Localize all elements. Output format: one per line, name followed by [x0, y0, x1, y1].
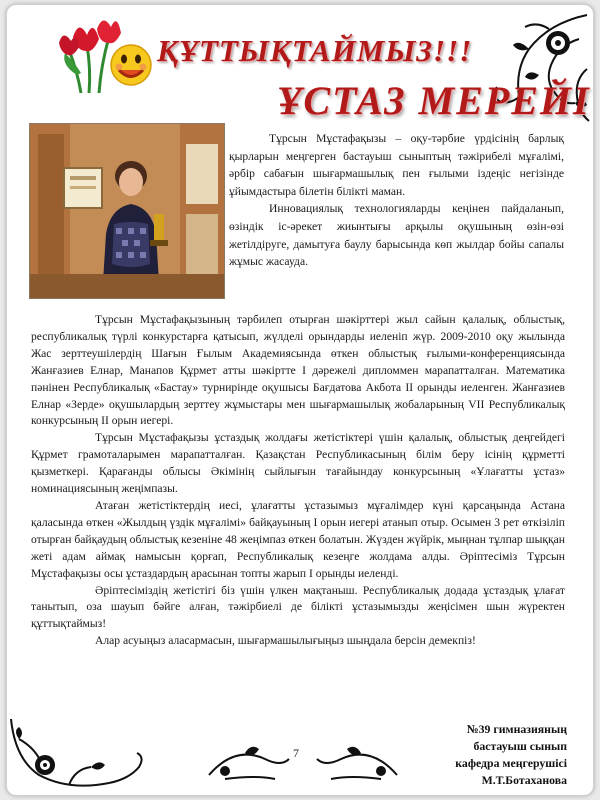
body-paragraph: Атаған жетістіктердің иесі, ұлағатты ұстазымыз мұғалімдер күні қарсаңында Астана қаласында өткен «Жылдың үздік мұғалімі» байқауының І орын иегері атанып отыр. Осымен 3 рет өткізіліп отырған байқаудың облыстық кезеніне 48 жеңімпаз өткен болатын. Жүзден жүйрік, мыңнан тұлпар шыққан жеті адам аймақ намысын қорғап, Республикалық кезеңге жолдама алды. Әріптесіміз Тұрсын Мұстафақызы осы ұстаздардың арасынан топты жарып І орынды иеленді.: [31, 498, 565, 580]
body-paragraph: Әріптесіміздің жетістігі біз үшін үлкен мақтаныш. Республикалық додада ұстаздық ұлағат танытып, оза шауып бәйге алған, тәжірбиелі де білікті ұстазымызды жеңісімен шын жүректен құттықтаймыз!: [31, 583, 565, 631]
author-name: М.Т.Ботаханова: [481, 773, 567, 787]
floral-ornament-icon: [205, 735, 401, 787]
author-line: кафедра меңгерушісі: [455, 756, 567, 770]
page-title: ҰСТАЗ МЕРЕЙІ: [277, 78, 591, 123]
intro-paragraph: Тұрсын Мұстафақызы – оқу-тәрбие үрдісінің барлық қырларын меңгерген бастауыш сыныптың тәжірибелі мұғалімі, әрбір сабағын шығармашылық пен ғылыми іздеңіс негізінде ұйымдастыра білетін білікті маман.: [229, 132, 564, 198]
greeting-title: ҚҰТТЫҚТАЙМЫЗ!!!: [157, 33, 473, 68]
body-paragraph: Тұрсын Мұстафақызы ұстаздық жолдағы жетістіктері үшін қалалық, облыстық деңгейдегі Құрмет грамоталарымен марапатталған. Қазақстан Республикасының білім беру ісінің құрметті қызметкері. Қарағанды облысы Әкімінің сыйлығын тағайындау конкурсының «Ұлағатты ұстаз» номинациясының жеңімпазы.: [31, 431, 565, 496]
floral-ornament-icon: [9, 709, 159, 793]
author-signature: [455, 721, 567, 789]
author-line: №39 гимназияның: [466, 722, 567, 736]
intro-paragraph: Инновациялық технологияларды кеңінен пайдаланып, өзіндік іс-әрекет жиынтығы арқылы оқушының өзін-өзі жетілдіруге, дамытуға баулу барысында көп жылдар бойы сапалы жұмыс жасауда.: [229, 202, 564, 269]
body-paragraph: Тұрсын Мұстафақызының тәрбилеп отырған шәкірттері жыл сайын қалалық, облыстық, республикалық түрлі конкурстарға қатысып, жүлделі орындарды иеленіп жүр. 2009-2010 оқу жылында Жас зерттеушілердің Шағын Ғылым Академиясында өткен облыстық ғылыми-конференциясында Жанғазиев Елнар, Манапов Құрмет атты шәкіртте І дәрежелі дипломмен марапатталған. Математика пәнінен Республикалық «Бастау» турнирінде оқушысы Бағдатова Акбота ІІ орынды иеленген. Жанғазиев Елнар «Зерде» оқушылардың зерттеу жұмыстары мен шығармашылық жобаларының VІІ Республикалық конкурсының ІІ орын иегері.: [31, 313, 565, 428]
body-paragraph: Алар асуыңыз аласармасын, шығармашылығыңыз шыңдала берсін демекпіз!: [95, 634, 476, 648]
author-line: бастауыш сынып: [473, 739, 567, 753]
article-body: [31, 312, 565, 650]
page: [6, 4, 594, 796]
teacher-photo: [29, 123, 225, 299]
page-number: 7: [293, 746, 299, 760]
intro-text: [229, 130, 564, 271]
tulips-smiley-icon: [59, 15, 159, 95]
